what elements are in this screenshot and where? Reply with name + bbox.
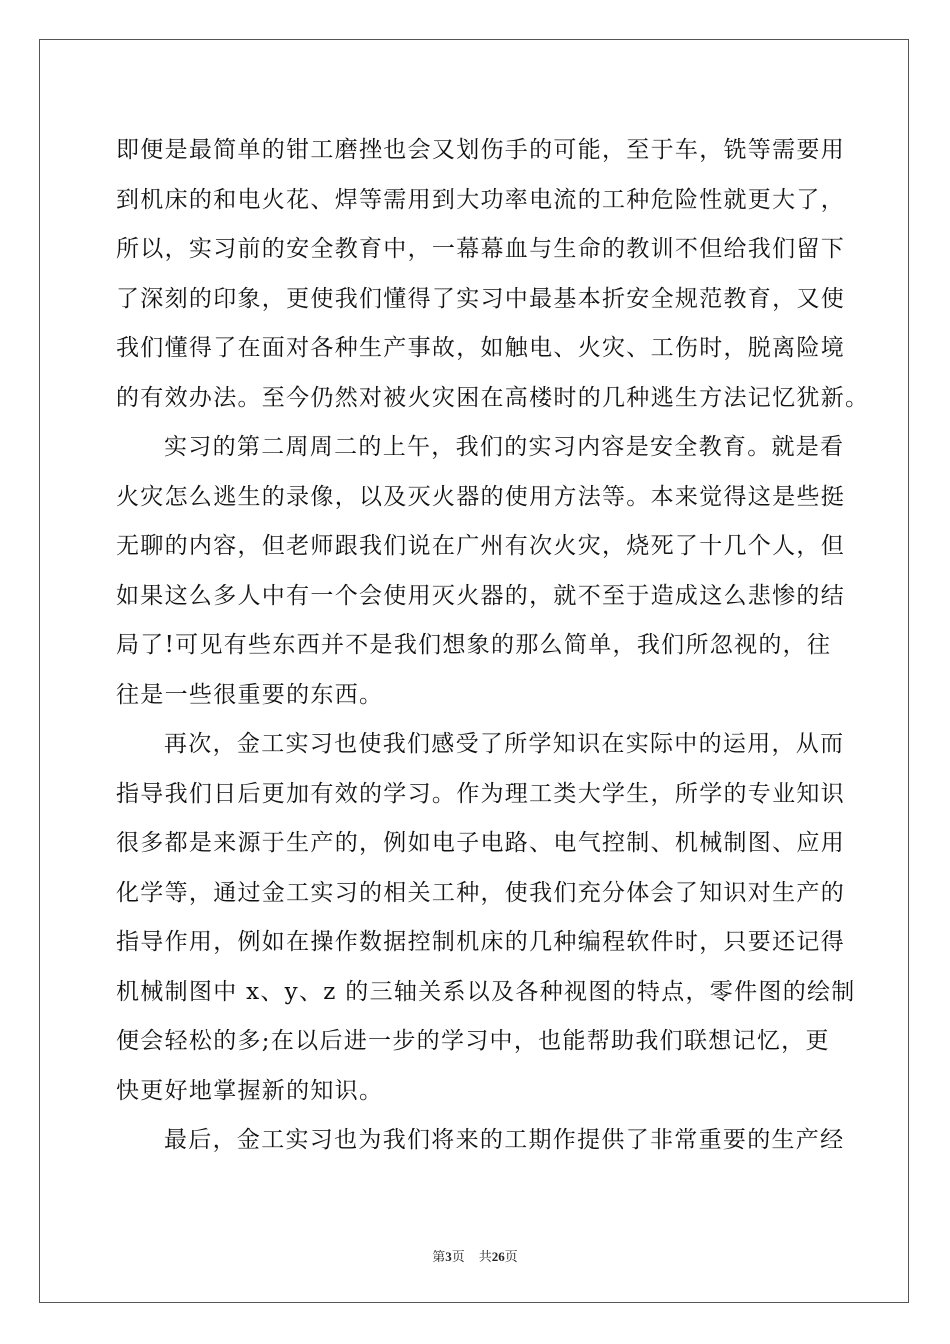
page-footer xyxy=(0,1249,950,1265)
page-number: 3 xyxy=(445,1249,452,1264)
text-line: 了深刻的印象，更使我们懂得了实习中最基本折安全规范教育，又使 xyxy=(116,285,845,312)
document-body xyxy=(116,126,870,1166)
text-line: 无聊的内容，但老师跟我们说在广州有次火灾，烧死了十几个人，但 xyxy=(116,533,845,559)
text-line: 我们懂得了在面对各种生产事故，如触电、火灾、工伤时，脱离险境 xyxy=(116,335,845,361)
text-line: 的有效办法。至今仍然对被火灾困在高楼时的几种逃生方法记忆犹新。 xyxy=(116,384,870,411)
text-line: 指导我们日后更加有效的学习。作为理工类大学生，所学的专业知识 xyxy=(116,780,845,807)
total-label-prefix: 共 xyxy=(478,1249,492,1264)
text-line: 很多都是来源于生产的，例如电子电路、电气控制、机械制图、应用 xyxy=(116,830,845,856)
text-line: 实习的第二周周二的上午，我们的实习内容是安全教育。就是看 xyxy=(164,434,845,460)
page-label-suffix: 页 xyxy=(451,1249,465,1264)
total-label-suffix: 页 xyxy=(504,1249,518,1264)
text-line: 再次，金工实习也使我们感受了所学知识在实际中的运用，从而 xyxy=(164,731,845,757)
text-line: 到机床的和电火花、焊等需用到大功率电流的工种危险性就更大了， xyxy=(116,186,845,213)
text-line: 便会轻松的多;在以后进一步的学习中，也能帮助我们联想记忆，更 xyxy=(116,1028,830,1054)
text-line: 化学等，通过金工实习的相关工种，使我们充分体会了知识对生产的 xyxy=(116,879,845,906)
paragraph-1 xyxy=(116,126,870,423)
paragraph-4 xyxy=(116,1116,845,1166)
page-label-prefix: 第 xyxy=(432,1249,446,1264)
text-line: 指导作用，例如在操作数据控制机床的几种编程软件时，只要还记得 xyxy=(116,929,845,955)
paragraph-2 xyxy=(116,423,845,720)
text-line: 所以，实习前的安全教育中，一幕幕血与生命的教训不但给我们留下 xyxy=(116,236,845,262)
text-line: 如果这么多人中有一个会使用灭火器的，就不至于造成这么悲惨的结 xyxy=(116,582,845,609)
text-line: 机械制图中 x、y、z 的三轴关系以及各种视图的特点，零件图的绘制 xyxy=(116,978,856,1005)
text-line: 快更好地掌握新的知识。 xyxy=(116,1077,384,1104)
text-line: 最后，金工实习也为我们将来的工期作提供了非常重要的生产经 xyxy=(164,1127,845,1153)
text-line: 往是一些很重要的东西。 xyxy=(116,681,384,708)
text-line: 火灾怎么逃生的录像，以及灭火器的使用方法等。本来觉得这是些挺 xyxy=(116,483,845,510)
text-line: 局了!可见有些东西并不是我们想象的那么简单，我们所忽视的，往 xyxy=(116,632,832,658)
text-line: 即便是最简单的钳工磨挫也会又划伤手的可能，至于车，铣等需要用 xyxy=(116,137,845,163)
paragraph-3 xyxy=(116,720,856,1116)
total-pages: 26 xyxy=(491,1249,505,1264)
